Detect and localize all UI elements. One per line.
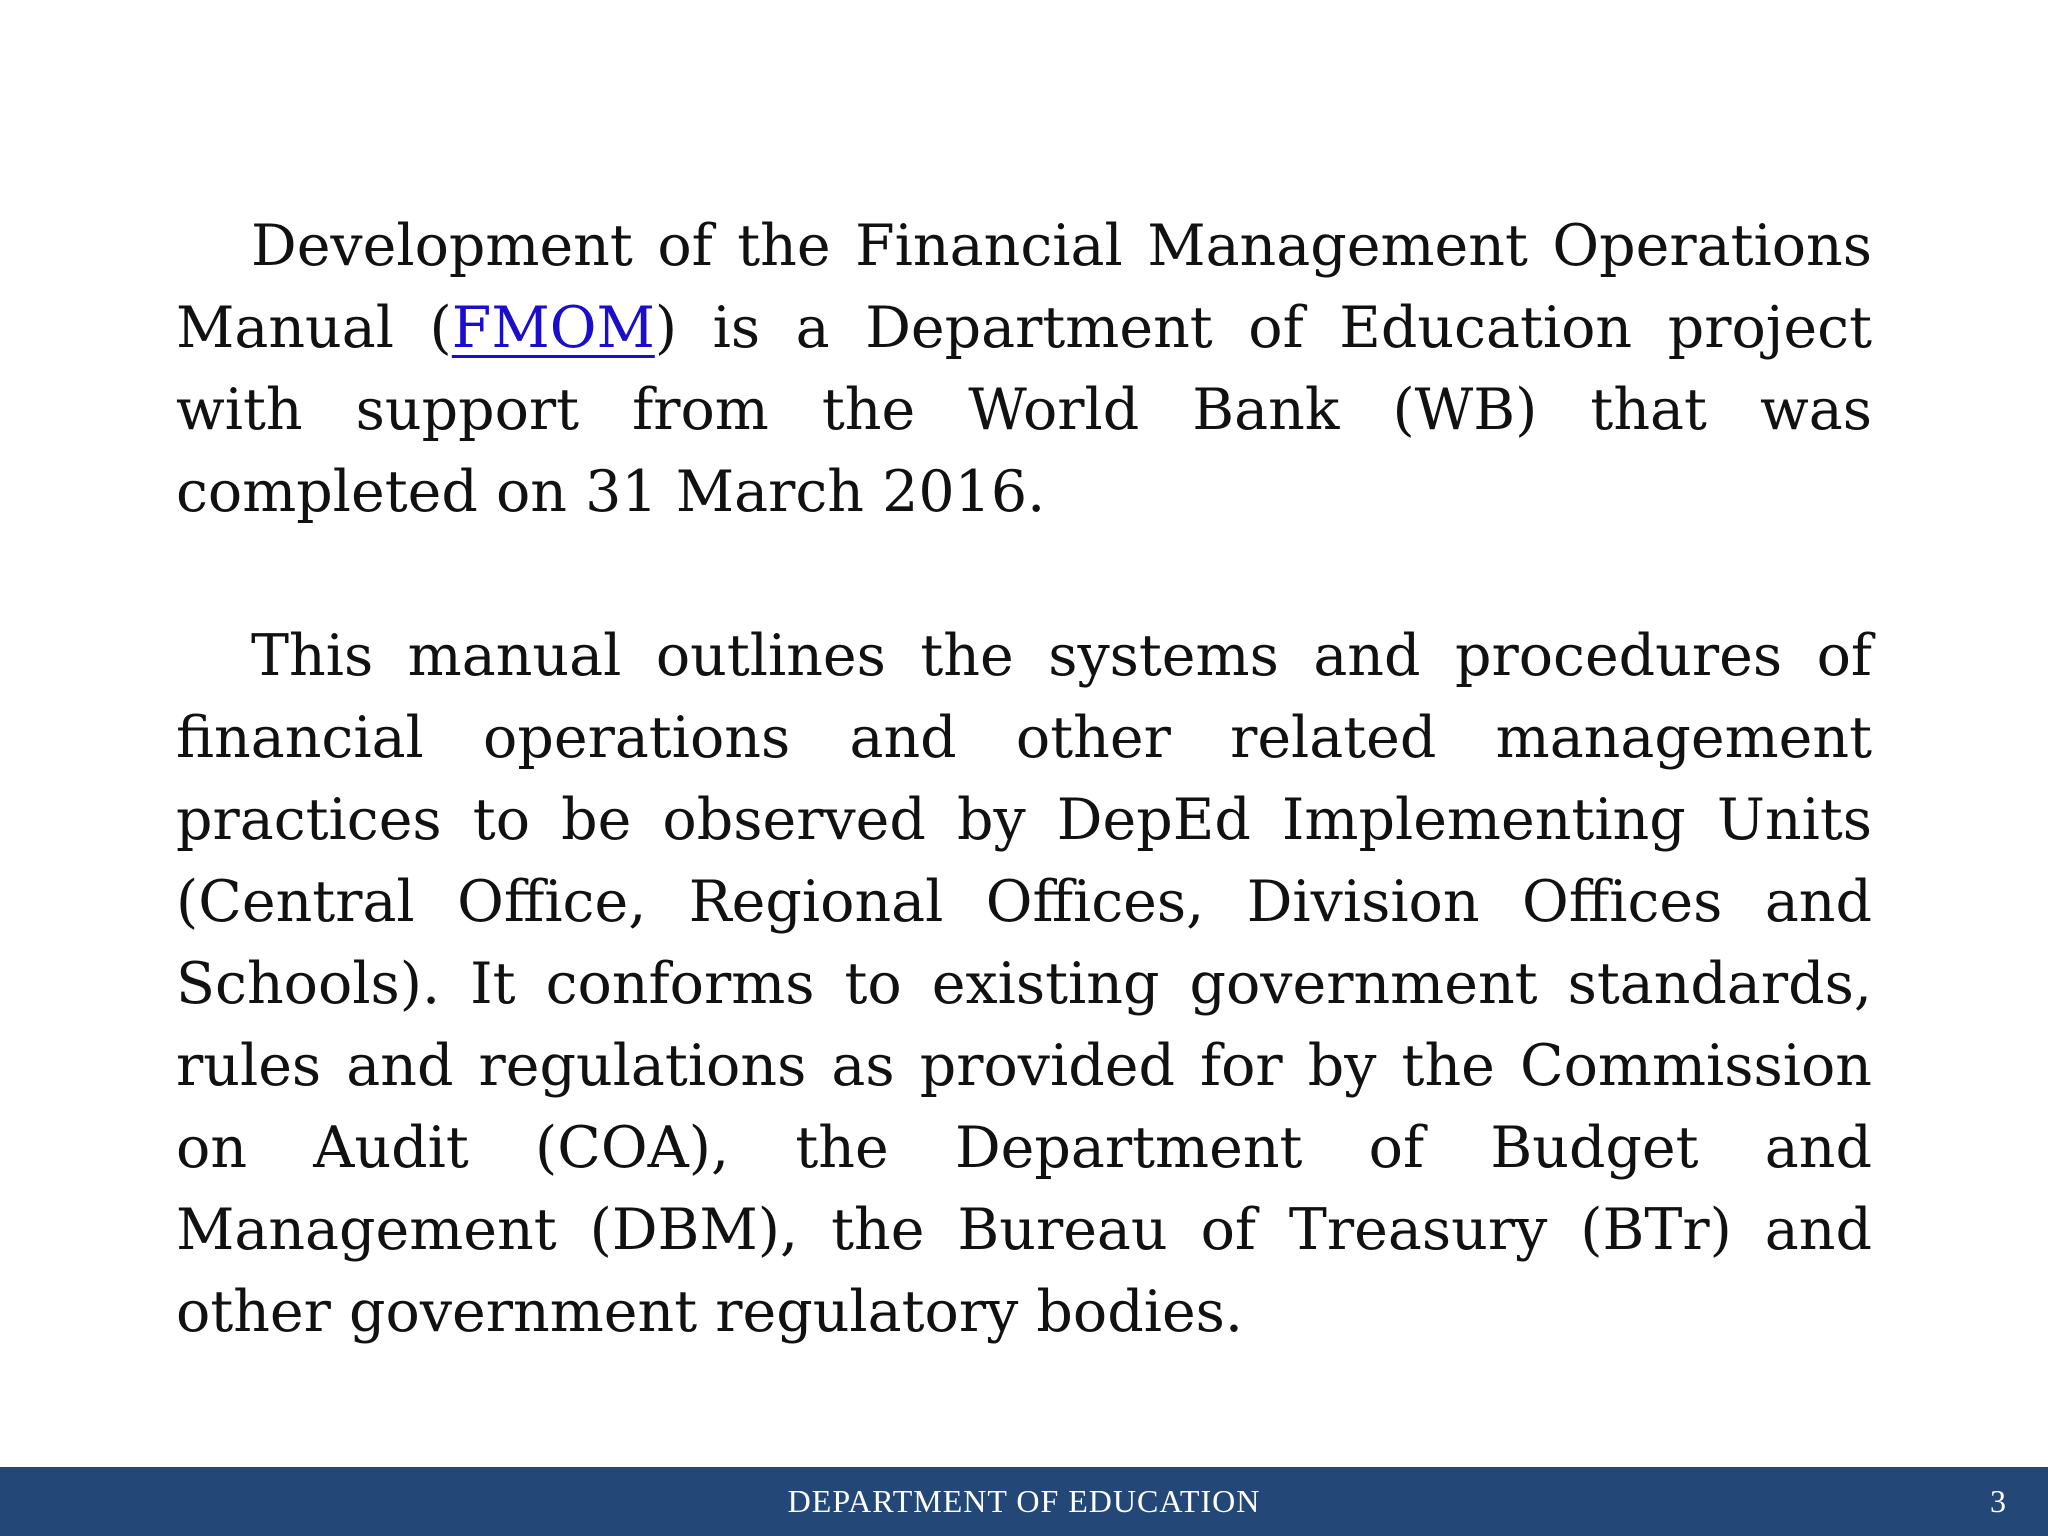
manual-description-paragraph: This manual outlines the systems and procedures of financial operations and other related management practices to be observed by DepEd Implementing Units (Central Office, Regional Offices, Division Offices and Schools). It conforms to existing government standards, rules and regulations as provided for by the Commission on Audit (COA), the Department of Budget and Management (DBM), the Bureau of Treasury (BTr) and other government regulatory bodies. bbox=[176, 623, 1872, 1345]
slide-body bbox=[176, 205, 1872, 1353]
slide-page-number: 3 bbox=[1990, 1483, 2006, 1519]
fmom-link[interactable]: FMOM bbox=[451, 295, 655, 361]
slide-footer bbox=[0, 1467, 2048, 1536]
intro-paragraph bbox=[176, 205, 1872, 533]
intro-text-after-link: ) is a Department of Education project with support from the World Bank (WB) that was completed on 31 March 2016. bbox=[176, 295, 1872, 525]
footer-department-title: DEPARTMENT OF EDUCATION bbox=[787, 1483, 1261, 1519]
intro-text-before-link: Development of the Financial Management Operations Manual ( bbox=[176, 213, 1872, 361]
